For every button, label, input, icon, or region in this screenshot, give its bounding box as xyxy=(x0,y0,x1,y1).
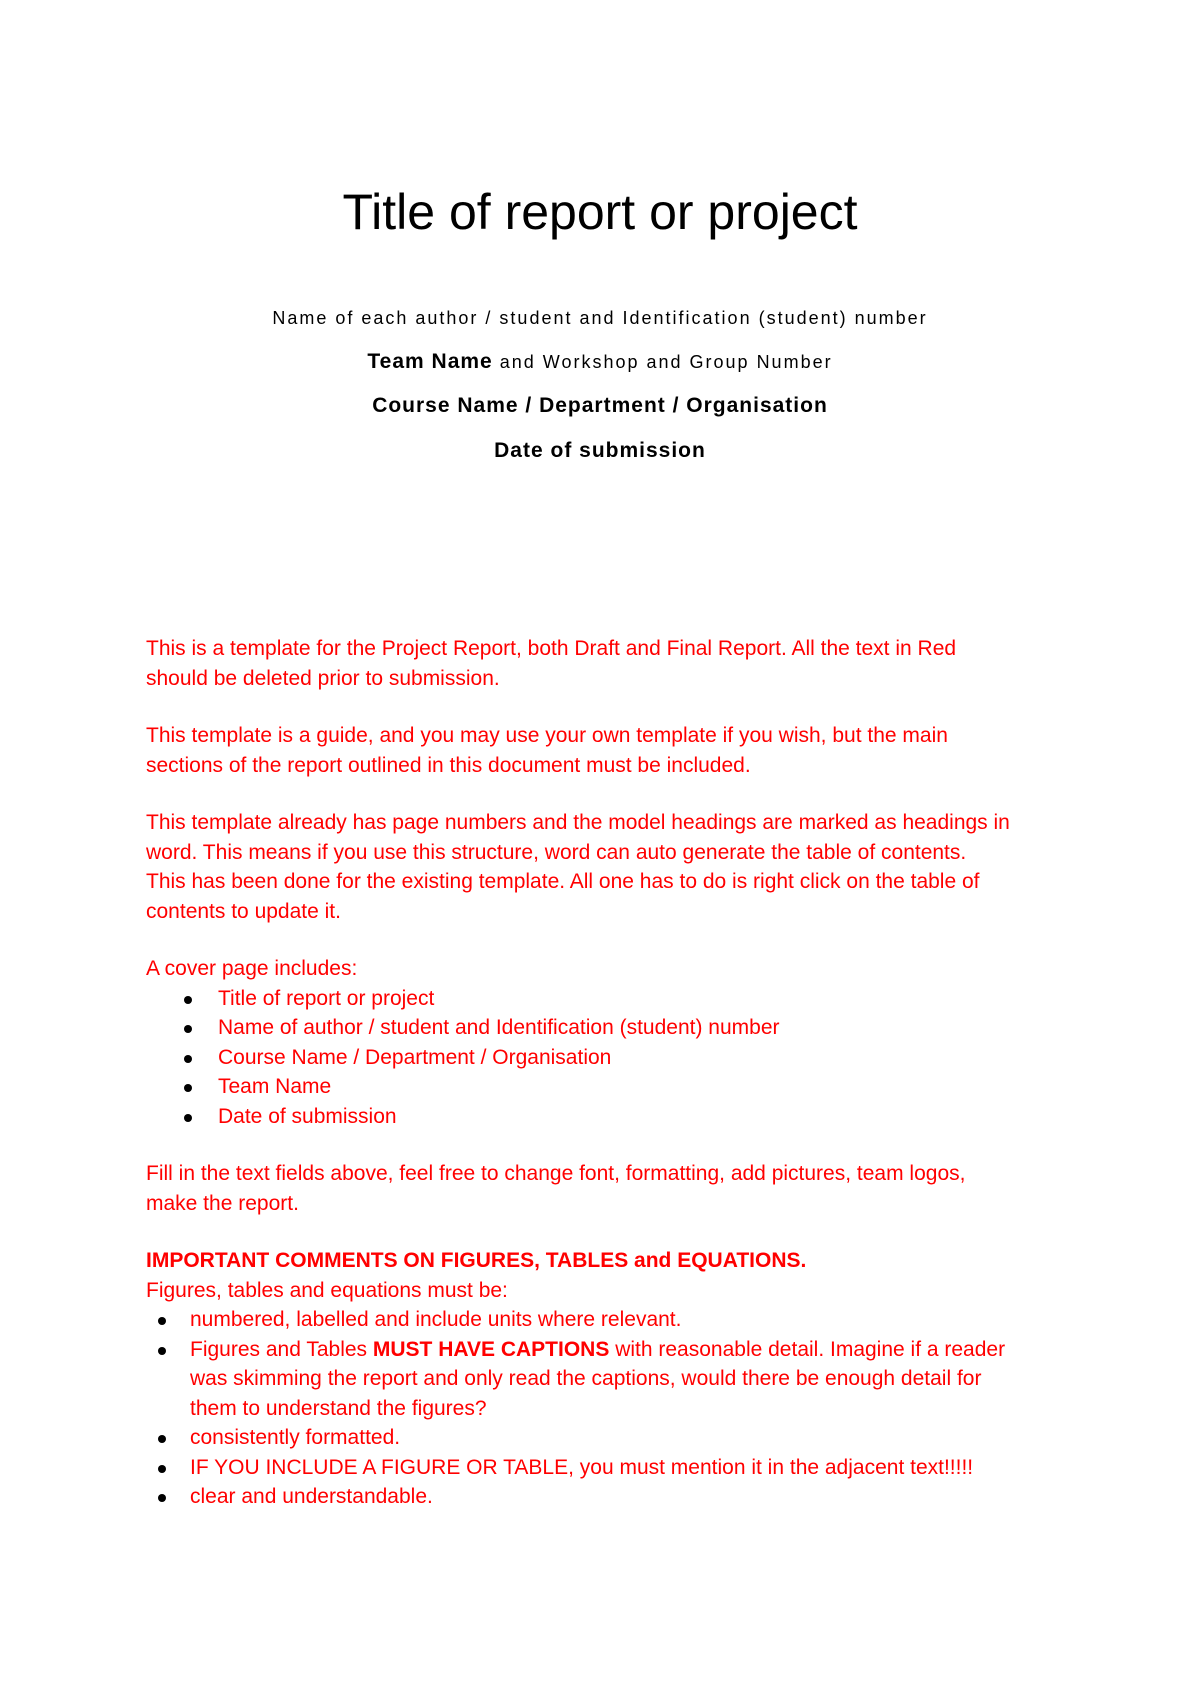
fill-line2: make the report. xyxy=(146,1191,299,1215)
para2-line2: sections of the report outlined in this document must be included. xyxy=(146,753,751,777)
para3-line4: contents to update it. xyxy=(146,899,341,923)
para1-line1: This is a template for the Project Report, both Draft and Final Report. All the text in Red xyxy=(146,637,957,660)
list-item: Name of author / student and Identification (student) number xyxy=(146,1013,1076,1043)
list-item: Course Name / Department / Organisation xyxy=(146,1043,1076,1073)
template-instructions xyxy=(146,634,1076,1512)
cover-page-list xyxy=(146,984,1076,1132)
bullet-icon xyxy=(184,1084,192,1092)
bullet-icon xyxy=(184,1025,192,1033)
team-line xyxy=(0,350,1200,374)
team-name-label: Team Name xyxy=(367,350,493,373)
bullet-icon xyxy=(158,1435,166,1443)
bullet-icon xyxy=(184,996,192,1004)
list-item: consistently formatted. xyxy=(146,1423,1076,1453)
bullet-icon xyxy=(158,1317,166,1325)
para3-line1: This template already has page numbers and the model headings are marked as headings in xyxy=(146,811,1010,834)
instruction-paragraph-3 xyxy=(146,808,1076,926)
para1-line2: should be deleted prior to submission. xyxy=(146,666,500,690)
para3-line2: word. This means if you use this structure, word can auto generate the table of contents. xyxy=(146,840,967,864)
bullet-icon xyxy=(184,1055,192,1063)
fill-line1: Fill in the text fields above, feel free to change font, formatting, add pictures, team logos, xyxy=(146,1162,966,1185)
list-item: Title of report or project xyxy=(146,984,1076,1014)
fill-in-paragraph xyxy=(146,1159,1076,1218)
bullet-icon xyxy=(158,1465,166,1473)
course-line: Course Name / Department / Organisation xyxy=(372,394,828,417)
list-item: Date of submission xyxy=(146,1102,1076,1132)
para3-line3: This has been done for the existing template. All one has to do is right click on the table of xyxy=(146,870,980,893)
list-item: clear and understandable. xyxy=(146,1482,1076,1512)
team-line-rest: and Workshop and Group Number xyxy=(499,352,833,372)
list-item: IF YOU INCLUDE A FIGURE OR TABLE, you must mention it in the adjacent text!!!!! xyxy=(146,1453,1076,1483)
captions-emphasis: MUST HAVE CAPTIONS xyxy=(372,1337,610,1361)
bullet-icon xyxy=(184,1114,192,1122)
date-line: Date of submission xyxy=(494,439,706,462)
instruction-paragraph-2 xyxy=(146,721,1076,780)
para2-line1: This template is a guide, and you may use your own template if you wish, but the main xyxy=(146,724,948,747)
figures-intro: Figures, tables and equations must be: xyxy=(146,1278,508,1302)
cover-page-intro: A cover page includes: xyxy=(146,957,358,980)
authors-line: Name of each author / student and Identification (student) number xyxy=(272,308,928,328)
list-item: numbered, labelled and include units where relevant. xyxy=(146,1305,1076,1335)
list-item: Figures and Tables MUST HAVE CAPTIONS with reasonable detail. Imagine if a reader was skimming the report and only read the captions, would there be enough detail for them to understand the figures? xyxy=(146,1335,1076,1424)
figures-list xyxy=(146,1305,1076,1512)
page-title: Title of report or project xyxy=(342,184,858,240)
instruction-paragraph-1 xyxy=(146,634,1076,693)
bullet-icon xyxy=(158,1494,166,1502)
bullet-icon xyxy=(158,1347,166,1355)
important-heading: IMPORTANT COMMENTS ON FIGURES, TABLES and EQUATIONS. xyxy=(146,1249,807,1272)
list-item: Team Name xyxy=(146,1072,1076,1102)
